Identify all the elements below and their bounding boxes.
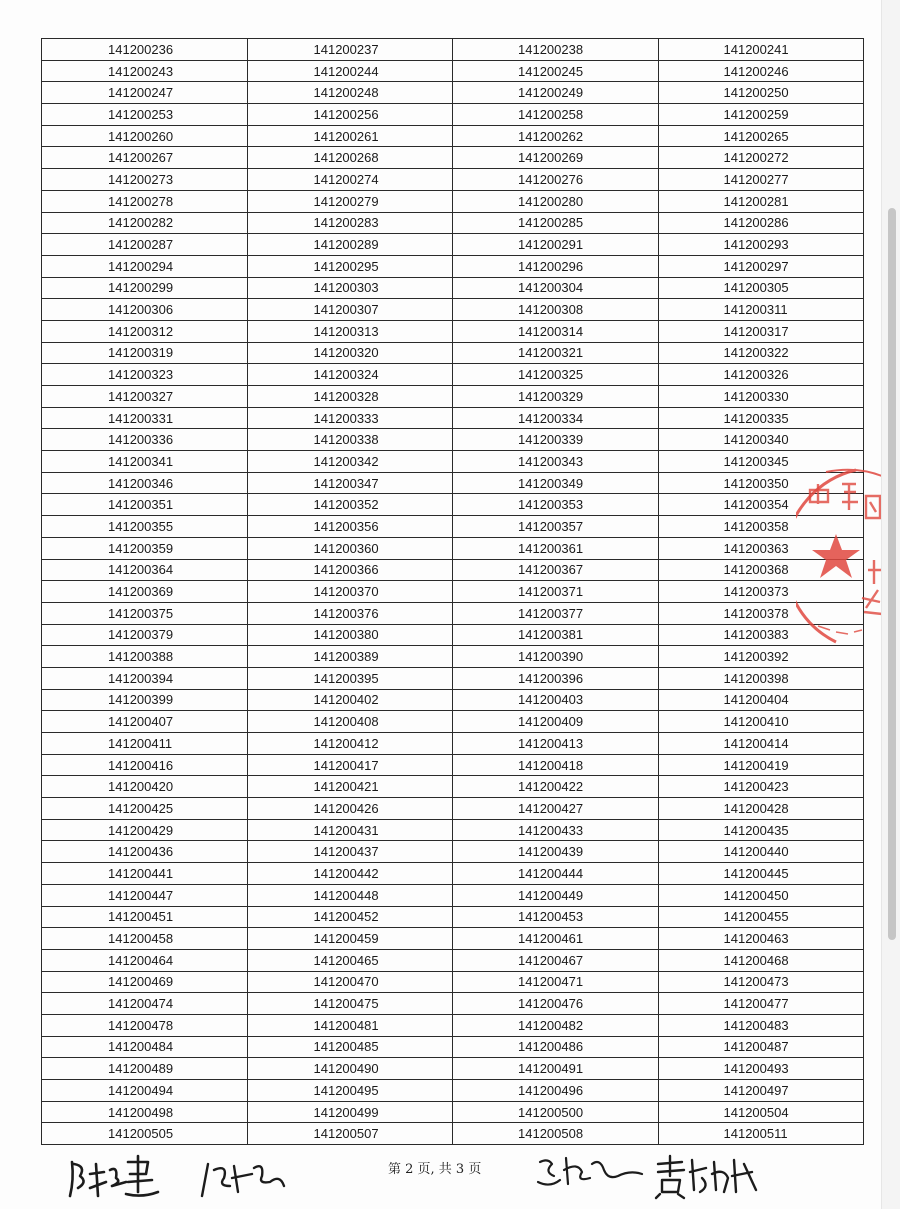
table-cell: 141200285 [453,212,659,234]
table-cell: 141200253 [42,104,248,126]
table-cell: 141200278 [42,190,248,212]
table-cell: 141200256 [247,104,453,126]
table-cell: 141200237 [247,39,453,61]
table-cell: 141200422 [453,776,659,798]
table-row [42,993,864,1015]
table-cell: 141200380 [247,624,453,646]
table-cell: 141200353 [453,494,659,516]
table-cell: 141200341 [42,451,248,473]
table-cell: 141200453 [453,906,659,928]
table-cell: 141200279 [247,190,453,212]
table-row [42,1080,864,1102]
table-cell: 141200328 [247,386,453,408]
table-cell: 141200238 [453,39,659,61]
page-indicator: 第 2 页, 共 3 页 [388,1162,482,1177]
table-cell: 141200412 [247,733,453,755]
table-cell: 141200273 [42,169,248,191]
table-row [42,906,864,928]
table-row [42,949,864,971]
table-cell: 141200511 [658,1123,864,1145]
table-cell: 141200311 [658,299,864,321]
table-cell: 141200411 [42,733,248,755]
table-cell: 141200445 [658,863,864,885]
table-cell: 141200296 [453,255,659,277]
table-cell: 141200413 [453,733,659,755]
table-cell: 141200244 [247,60,453,82]
table-row [42,537,864,559]
table-cell: 141200418 [453,754,659,776]
table-cell: 141200399 [42,689,248,711]
table-row [42,212,864,234]
table-cell: 141200508 [453,1123,659,1145]
table-cell: 141200324 [247,364,453,386]
table-cell: 141200419 [658,754,864,776]
table-cell: 141200470 [247,971,453,993]
table-cell: 141200450 [658,884,864,906]
table-cell: 141200474 [42,993,248,1015]
table-cell: 141200395 [247,667,453,689]
table-cell: 141200493 [658,1058,864,1080]
table-cell: 141200321 [453,342,659,364]
table-cell: 141200435 [658,819,864,841]
table-cell: 141200369 [42,581,248,603]
table-cell: 141200417 [247,754,453,776]
table-cell: 141200286 [658,212,864,234]
table-cell: 141200433 [453,819,659,841]
table-cell: 141200478 [42,1014,248,1036]
table-cell: 141200486 [453,1036,659,1058]
table-cell: 141200331 [42,407,248,429]
table-cell: 141200306 [42,299,248,321]
table-cell: 141200277 [658,169,864,191]
table-cell: 141200497 [658,1080,864,1102]
table-cell: 141200352 [247,494,453,516]
table-cell: 141200375 [42,602,248,624]
table-row [42,1014,864,1036]
table-cell: 141200392 [658,646,864,668]
table-cell: 141200245 [453,60,659,82]
table-cell: 141200465 [247,949,453,971]
table-cell: 141200319 [42,342,248,364]
table-row [42,646,864,668]
table-cell: 141200464 [42,949,248,971]
table-cell: 141200469 [42,971,248,993]
table-cell: 141200317 [658,320,864,342]
table-row [42,1036,864,1058]
table-row [42,255,864,277]
table-row [42,841,864,863]
table-cell: 141200409 [453,711,659,733]
table-cell: 141200267 [42,147,248,169]
table-row [42,624,864,646]
table-cell: 141200370 [247,581,453,603]
table-cell: 141200378 [658,602,864,624]
table-cell: 141200248 [247,82,453,104]
table-cell: 141200491 [453,1058,659,1080]
table-cell: 141200390 [453,646,659,668]
table-cell: 141200364 [42,559,248,581]
table-cell: 141200262 [453,125,659,147]
table-cell: 141200442 [247,863,453,885]
table-cell: 141200326 [658,364,864,386]
table-cell: 141200363 [658,537,864,559]
table-cell: 141200289 [247,234,453,256]
table-cell: 141200476 [453,993,659,1015]
table-cell: 141200323 [42,364,248,386]
table-cell: 141200481 [247,1014,453,1036]
table-cell: 141200461 [453,928,659,950]
table-cell: 141200477 [658,993,864,1015]
table-cell: 141200276 [453,169,659,191]
table-cell: 141200246 [658,60,864,82]
table-cell: 141200490 [247,1058,453,1080]
table-cell: 141200402 [247,689,453,711]
table-cell: 141200455 [658,906,864,928]
table-cell: 141200322 [658,342,864,364]
table-cell: 141200346 [42,472,248,494]
table-row [42,754,864,776]
table-cell: 141200439 [453,841,659,863]
table-cell: 141200351 [42,494,248,516]
table-cell: 141200458 [42,928,248,950]
table-cell: 141200500 [453,1101,659,1123]
table-cell: 141200496 [453,1080,659,1102]
table-cell: 141200303 [247,277,453,299]
table-cell: 141200241 [658,39,864,61]
table-cell: 141200429 [42,819,248,841]
table-cell: 141200268 [247,147,453,169]
table-cell: 141200436 [42,841,248,863]
table-cell: 141200259 [658,104,864,126]
table-row [42,104,864,126]
table-cell: 141200349 [453,472,659,494]
id-table-body [42,39,864,1145]
table-row [42,798,864,820]
table-cell: 141200404 [658,689,864,711]
table-cell: 141200498 [42,1101,248,1123]
table-cell: 141200333 [247,407,453,429]
table-cell: 141200334 [453,407,659,429]
table-cell: 141200359 [42,537,248,559]
official-seal-stamp [796,462,886,662]
table-cell: 141200420 [42,776,248,798]
table-row [42,451,864,473]
signature-4 [652,1150,760,1200]
table-cell: 141200320 [247,342,453,364]
table-cell: 141200272 [658,147,864,169]
table-cell: 141200313 [247,320,453,342]
table-cell: 141200345 [658,451,864,473]
table-cell: 141200366 [247,559,453,581]
table-cell: 141200441 [42,863,248,885]
table-cell: 141200507 [247,1123,453,1145]
table-cell: 141200342 [247,451,453,473]
table-row [42,407,864,429]
table-cell: 141200243 [42,60,248,82]
vertical-scrollbar[interactable] [881,0,900,1209]
table-row [42,190,864,212]
table-cell: 141200327 [42,386,248,408]
table-row [42,364,864,386]
table-row [42,386,864,408]
table-cell: 141200373 [658,581,864,603]
table-cell: 141200236 [42,39,248,61]
table-cell: 141200291 [453,234,659,256]
table-cell: 141200407 [42,711,248,733]
table-cell: 141200360 [247,537,453,559]
table-cell: 141200414 [658,733,864,755]
table-cell: 141200368 [658,559,864,581]
table-cell: 141200494 [42,1080,248,1102]
table-cell: 141200394 [42,667,248,689]
table-cell: 141200495 [247,1080,453,1102]
table-cell: 141200312 [42,320,248,342]
table-cell: 141200281 [658,190,864,212]
table-cell: 141200361 [453,537,659,559]
table-cell: 141200483 [658,1014,864,1036]
table-cell: 141200505 [42,1123,248,1145]
table-row [42,125,864,147]
table-cell: 141200297 [658,255,864,277]
table-row [42,147,864,169]
table-cell: 141200339 [453,429,659,451]
table-cell: 141200471 [453,971,659,993]
table-cell: 141200280 [453,190,659,212]
table-cell: 141200295 [247,255,453,277]
table-row [42,711,864,733]
table-cell: 141200350 [658,472,864,494]
signature-1 [66,1152,162,1204]
table-row [42,819,864,841]
table-cell: 141200437 [247,841,453,863]
table-row [42,884,864,906]
table-cell: 141200431 [247,819,453,841]
table-cell: 141200463 [658,928,864,950]
table-cell: 141200489 [42,1058,248,1080]
table-cell: 141200340 [658,429,864,451]
table-cell: 141200484 [42,1036,248,1058]
table-cell: 141200403 [453,689,659,711]
table-cell: 141200389 [247,646,453,668]
table-row [42,928,864,950]
table-cell: 141200504 [658,1101,864,1123]
table-cell: 141200355 [42,516,248,538]
table-row [42,39,864,61]
table-row [42,494,864,516]
table-cell: 141200381 [453,624,659,646]
table-row [42,277,864,299]
table-cell: 141200398 [658,667,864,689]
id-number-table [41,38,864,1145]
table-cell: 141200459 [247,928,453,950]
table-cell: 141200451 [42,906,248,928]
table-cell: 141200475 [247,993,453,1015]
table-row [42,320,864,342]
table-cell: 141200274 [247,169,453,191]
table-cell: 141200485 [247,1036,453,1058]
table-row [42,559,864,581]
table-cell: 141200377 [453,602,659,624]
table-cell: 141200307 [247,299,453,321]
table-cell: 141200376 [247,602,453,624]
table-cell: 141200371 [453,581,659,603]
table-row [42,1123,864,1145]
table-cell: 141200329 [453,386,659,408]
table-cell: 141200293 [658,234,864,256]
table-cell: 141200325 [453,364,659,386]
table-cell: 141200444 [453,863,659,885]
table-row [42,516,864,538]
table-cell: 141200287 [42,234,248,256]
table-row [42,472,864,494]
table-cell: 141200447 [42,884,248,906]
table-cell: 141200449 [453,884,659,906]
table-row [42,776,864,798]
table-cell: 141200416 [42,754,248,776]
table-cell: 141200482 [453,1014,659,1036]
table-cell: 141200314 [453,320,659,342]
table-cell: 141200283 [247,212,453,234]
table-cell: 141200343 [453,451,659,473]
table-row [42,234,864,256]
table-cell: 141200261 [247,125,453,147]
table-row [42,169,864,191]
table-cell: 141200421 [247,776,453,798]
table-cell: 141200354 [658,494,864,516]
table-cell: 141200335 [658,407,864,429]
table-cell: 141200473 [658,971,864,993]
table-row [42,667,864,689]
table-row [42,971,864,993]
table-row [42,342,864,364]
table-cell: 141200499 [247,1101,453,1123]
table-cell: 141200338 [247,429,453,451]
table-cell: 141200250 [658,82,864,104]
table-cell: 141200308 [453,299,659,321]
table-cell: 141200388 [42,646,248,668]
table-cell: 141200467 [453,949,659,971]
table-row [42,299,864,321]
table-row [42,429,864,451]
signature-3 [534,1150,646,1196]
table-cell: 141200249 [453,82,659,104]
table-cell: 141200427 [453,798,659,820]
table-cell: 141200282 [42,212,248,234]
table-cell: 141200269 [453,147,659,169]
table-cell: 141200304 [453,277,659,299]
table-cell: 141200299 [42,277,248,299]
table-row [42,602,864,624]
table-cell: 141200357 [453,516,659,538]
table-row [42,863,864,885]
table-row [42,1058,864,1080]
table-row [42,581,864,603]
table-cell: 141200336 [42,429,248,451]
table-cell: 141200260 [42,125,248,147]
table-cell: 141200408 [247,711,453,733]
scrollbar-thumb[interactable] [888,208,896,940]
table-cell: 141200425 [42,798,248,820]
table-cell: 141200423 [658,776,864,798]
table-cell: 141200294 [42,255,248,277]
table-cell: 141200452 [247,906,453,928]
table-cell: 141200358 [658,516,864,538]
table-cell: 141200468 [658,949,864,971]
table-cell: 141200265 [658,125,864,147]
table-row [42,1101,864,1123]
table-cell: 141200379 [42,624,248,646]
table-cell: 141200426 [247,798,453,820]
table-cell: 141200410 [658,711,864,733]
table-cell: 141200448 [247,884,453,906]
signature-2 [198,1156,290,1202]
table-cell: 141200356 [247,516,453,538]
table-cell: 141200383 [658,624,864,646]
table-cell: 141200305 [658,277,864,299]
table-row [42,689,864,711]
table-cell: 141200330 [658,386,864,408]
table-cell: 141200367 [453,559,659,581]
table-cell: 141200396 [453,667,659,689]
table-cell: 141200487 [658,1036,864,1058]
table-cell: 141200258 [453,104,659,126]
table-row [42,82,864,104]
table-cell: 141200440 [658,841,864,863]
table-cell: 141200347 [247,472,453,494]
table-row [42,733,864,755]
table-cell: 141200247 [42,82,248,104]
table-row [42,60,864,82]
table-cell: 141200428 [658,798,864,820]
